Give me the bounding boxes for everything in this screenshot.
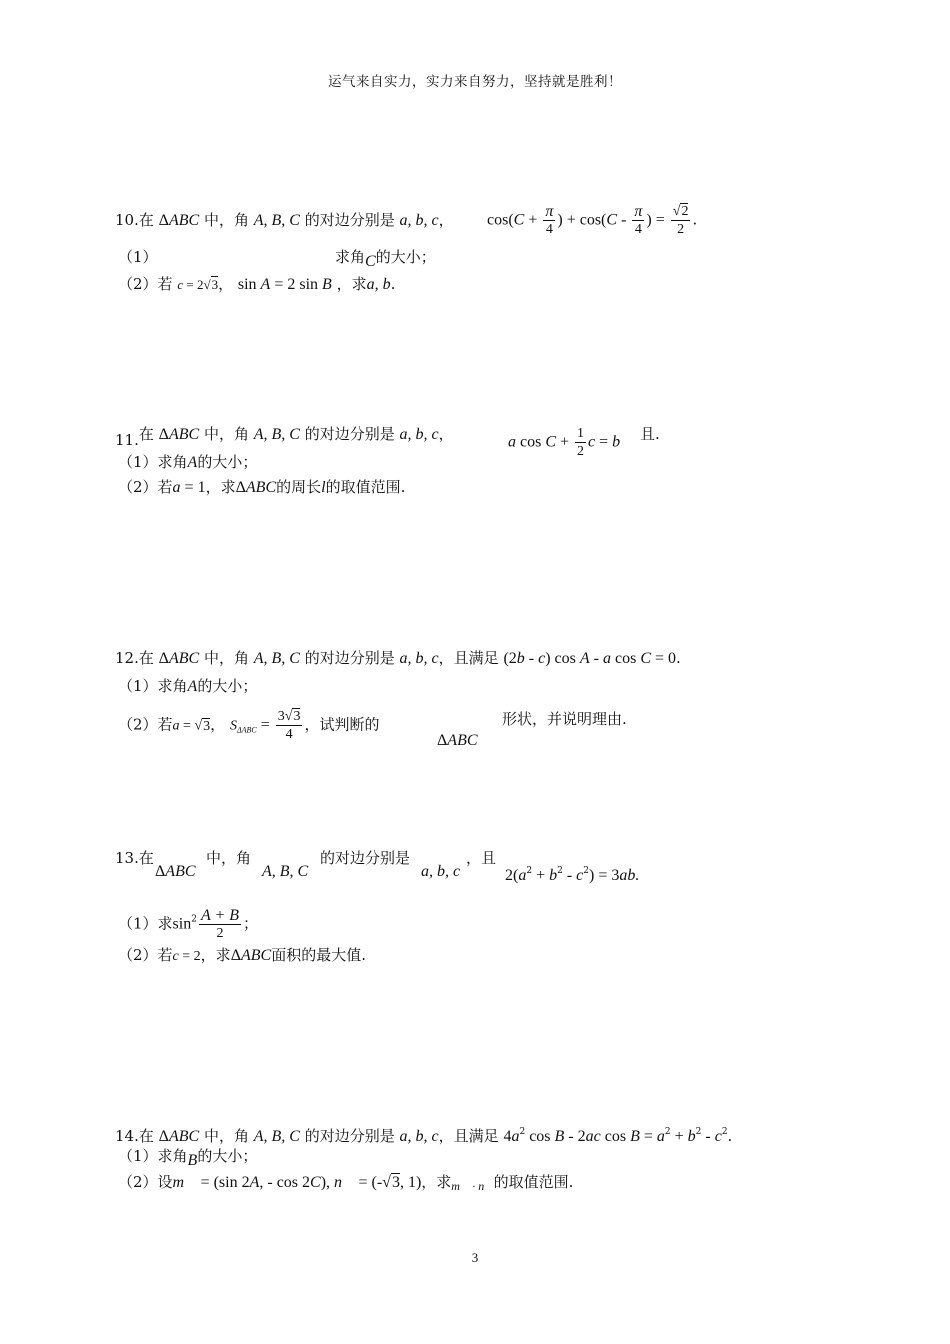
problem-13-part-2: （2）若c = 2，求ΔABC面积的最大值. [118, 946, 366, 964]
page-number: 3 [471, 1250, 479, 1265]
problem-11-qie: 且. [640, 425, 660, 443]
problem-14-part-1: （1）求角B的大小； [118, 1147, 258, 1169]
problem-10-statement: 10.在 ΔABC 中，角 A, B, C 的对边分别是 a, b, c， [115, 211, 454, 229]
problem-11-part-1: （1）求角A的大小； [118, 453, 258, 471]
problem-13-label: 13.在 [115, 849, 154, 867]
problem-10-part-2: （2）若 c = 2√3， sin A = 2 sin B ，求a, b. [118, 275, 396, 293]
problem-10-part-1-text: 求角C的大小； [335, 248, 436, 270]
problem-11-part-2: （2）若a = 1，求ΔABC的周长l的取值范围. [118, 478, 406, 496]
problem-10-condition: cos(C + $\frac{\pi}{4}$ ) + cos(C - $\frac{\pi}{4}$ ) = $\frac{√2}{2}$ . [487, 203, 698, 237]
problem-12-statement: 12.在 ΔABC 中，角 A, B, C 的对边分别是 a, b, c，且满足 (2b - c) cos A - a cos C = 0. [115, 649, 681, 667]
problem-11-statement: 11.在 ΔABC 中，角 A, B, C 的对边分别是 a, b, c， [115, 425, 454, 449]
problem-12-part-1: （1）求角A的大小； [118, 677, 258, 695]
problem-14-statement: 14.在 ΔABC 中，角 A, B, C 的对边分别是 a, b, c，且满足 $4a^2$ cos B - 2ac $\cos B = a^2 + b^2 - c^2$. [115, 1127, 733, 1145]
problem-12-part-2: （2）若a = √3， $S_{\Delta ABC}$ = $\frac{3√3}{4}$ ，试判断的 [118, 709, 380, 742]
problem-13-sep: ，且 [466, 849, 497, 867]
problem-10-part-1: （1） [118, 248, 158, 266]
problem-12-triangle: ΔABC [437, 732, 478, 749]
problem-13-angle-vars: A, B, C [262, 863, 309, 880]
page-header-motto: 运气来自实力，实力来自努力，坚持就是胜利！ [328, 74, 622, 90]
problem-13-triangle: ΔABC [155, 863, 196, 880]
problem-13-part-1: （1）求$\sin^2$ $\frac{A + B}{2}$ ； [118, 907, 259, 941]
problem-13-condition: $2(a^2 + b^2 - c^2) = 3ab$. [505, 866, 640, 884]
problem-14-part-2: （2）设m⃗ = (sin 2A, - cos 2C), n⃗ = (-√3, 1)，求$_{m⃗ \cdot n⃗}$的取值范围. [118, 1173, 574, 1193]
problem-11-condition: a cos C + $\frac{1}{2}$ c = b [508, 426, 621, 459]
problem-13-angles: 中，角 [206, 849, 252, 867]
problem-13-side-vars: a, b, c [421, 863, 461, 880]
problem-12-part-2-tail: 形状，并说明理由. [502, 710, 627, 728]
problem-13-sides: 的对边分别是 [320, 849, 411, 867]
